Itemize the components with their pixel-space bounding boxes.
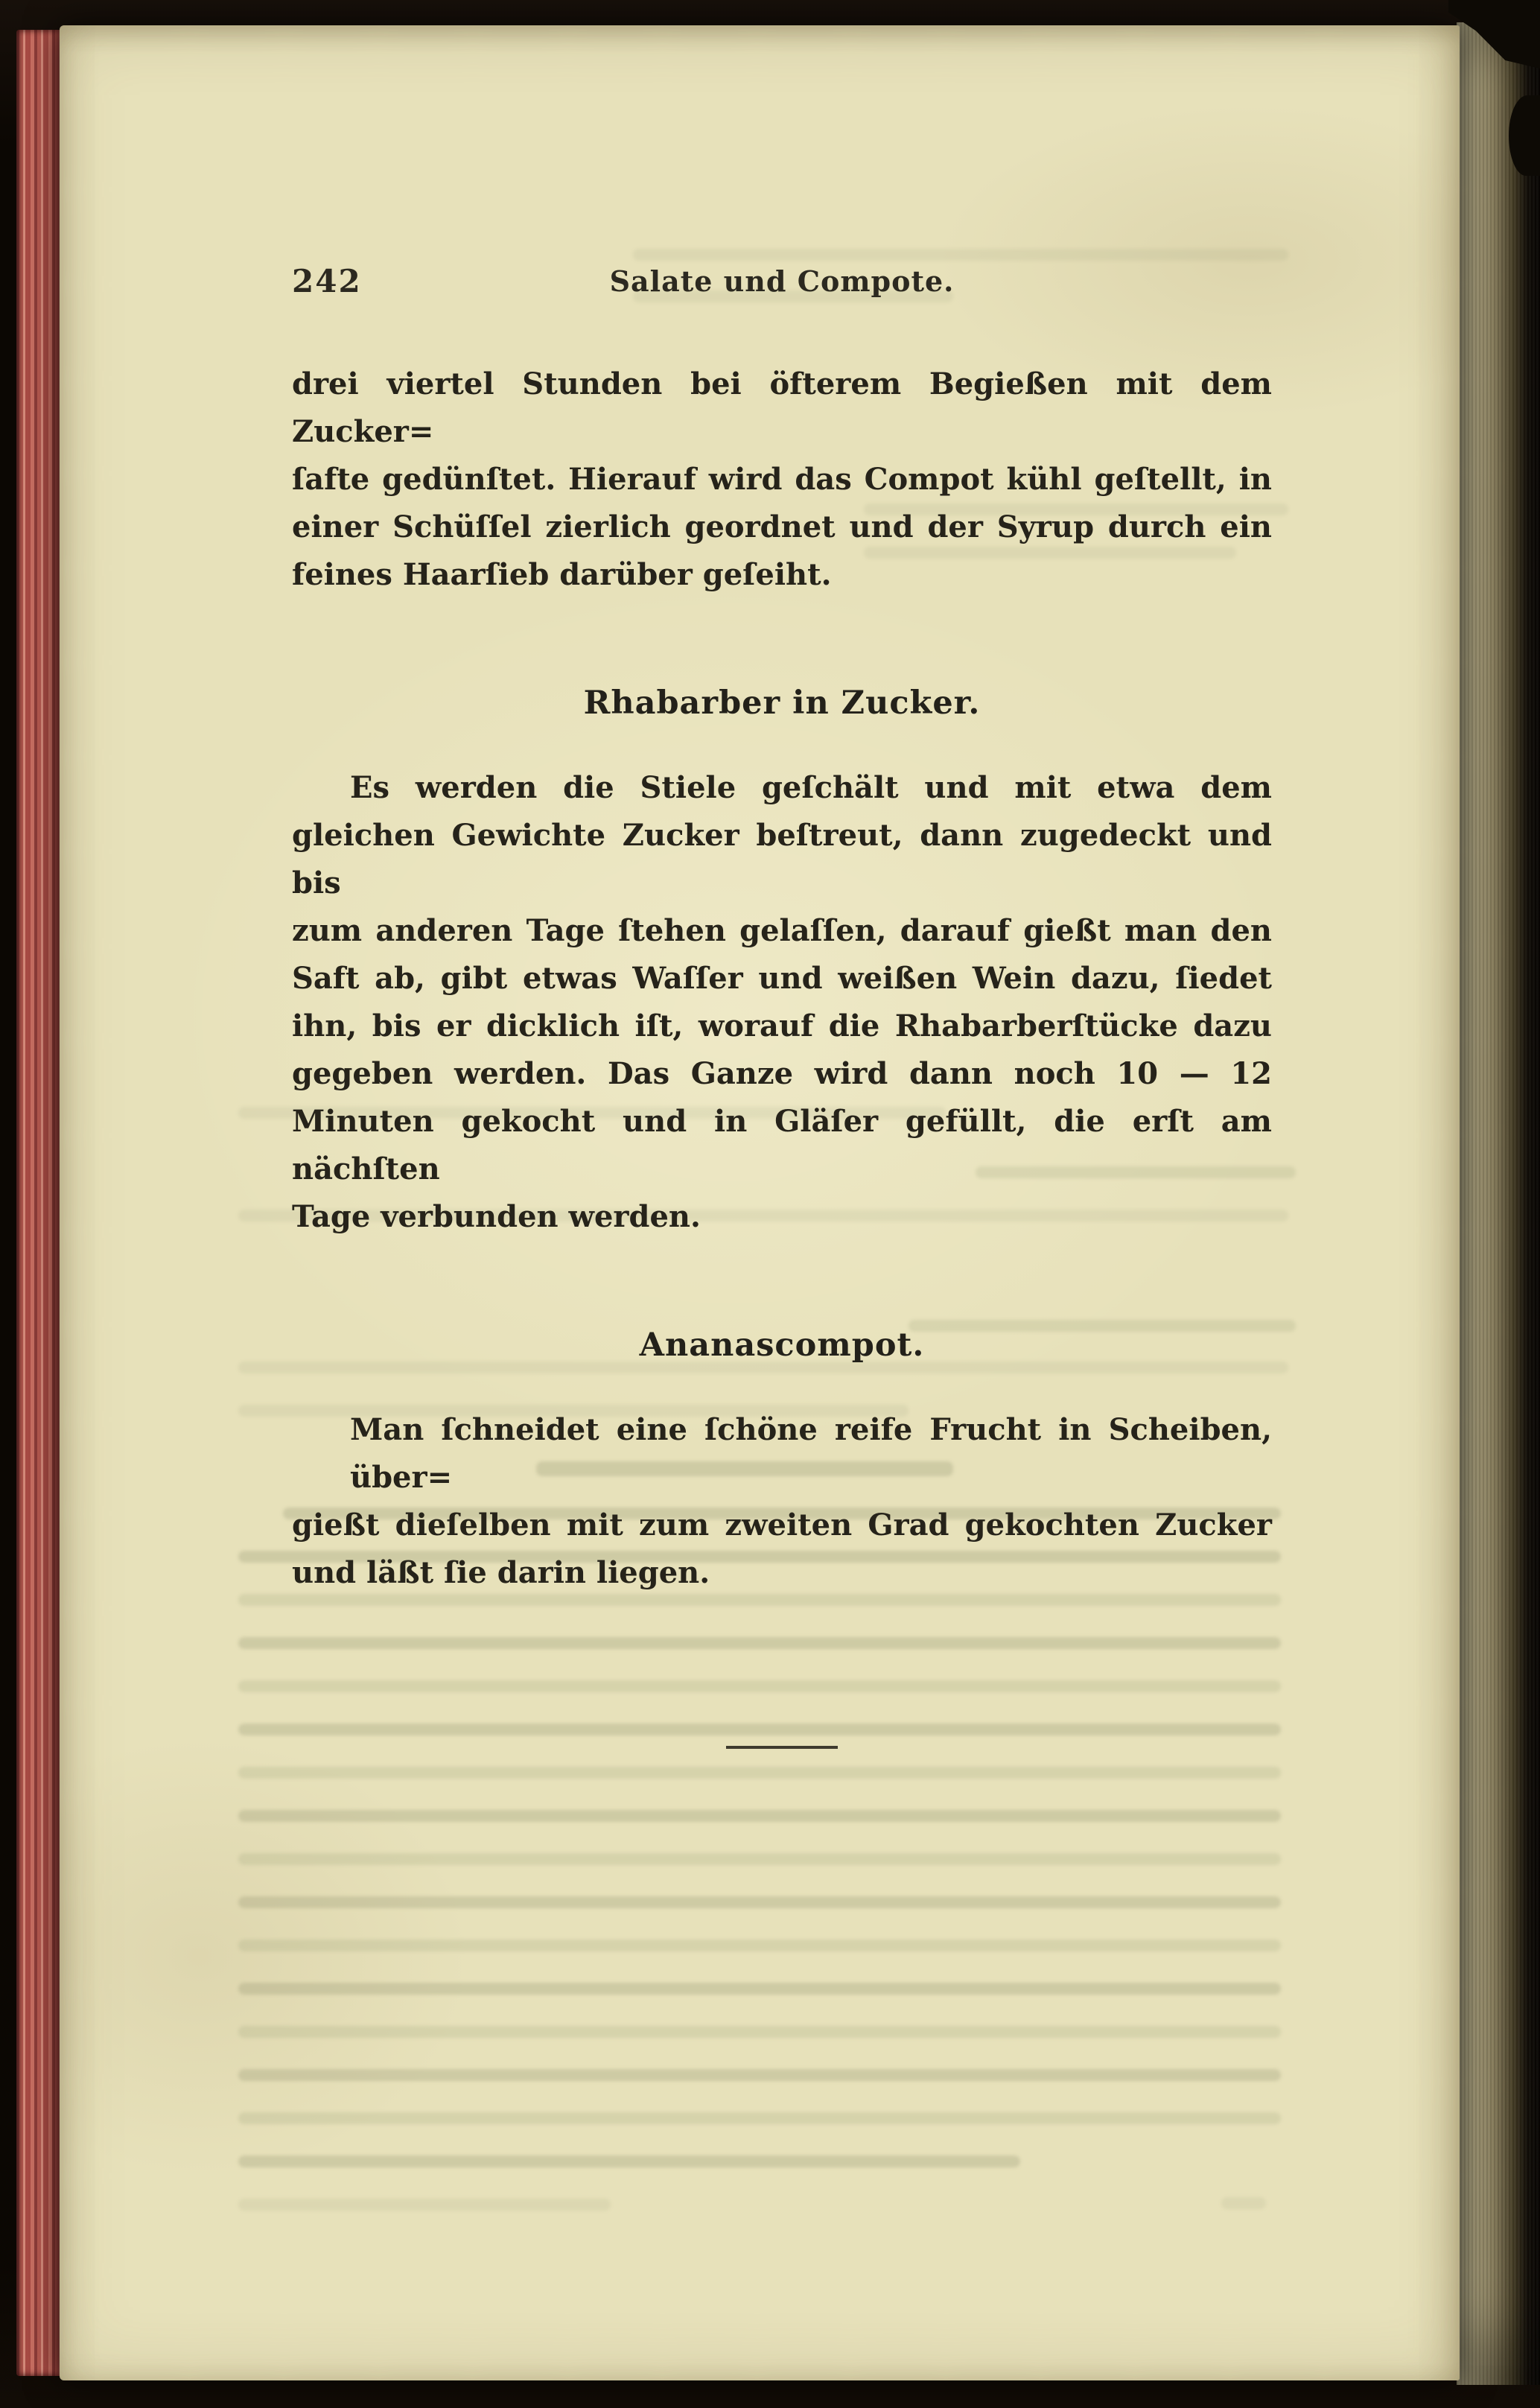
book-fore-edge: [1457, 22, 1540, 2385]
scan-edge-mark: [1509, 95, 1540, 176]
page-number: 242: [292, 263, 362, 299]
section-divider: [726, 1746, 838, 1749]
running-header: Salate und Compote.: [609, 264, 955, 298]
heading-ananascompot: Ananascompot.: [639, 1327, 925, 1364]
paragraph-ananas-recipe: Man ſchneidet eine ſchöne reife Frucht in Scheiben, über= gießt dieſelben mit zum zweiten Grad gekochten Zucker und läßt ſie darin liegen.: [292, 1412, 1272, 1590]
red-page-edges: [16, 30, 60, 2376]
paragraph-compot-continuation: drei viertel Stunden bei öfterem Begießen mit dem Zucker= ſafte gedünſtet. Hierauf wird das Compot kühl geſtellt, in einer Schüſſel zierlich geordnet und der Syrup durch ein feines Haarſieb darüber geſeiht.: [292, 366, 1272, 592]
book-page: [60, 25, 1460, 2380]
page-text-block: [292, 262, 1272, 1749]
page-header: [292, 262, 1272, 301]
heading-rhabarber-in-zucker: Rhabarber in Zucker.: [583, 684, 981, 722]
paragraph-rhabarber-recipe: Es werden die Stiele geſchält und mit etwa dem gleichen Gewichte Zucker beſtreut, dann zugedeckt und bis zum anderen Tage ſtehen gelaſſen, darauf gießt man den Saft ab, gibt etwas Waſſer und weißen Wein dazu, ſiedet ihn, bis er dicklich iſt, worauf die Rhabarberſtücke dazu gegeben werden. Das Ganze wird dann noch 10 — 12 Minuten gekocht und in Gläſer gefüllt, die erſt am nächſten Tage verbunden werden.: [292, 770, 1272, 1234]
